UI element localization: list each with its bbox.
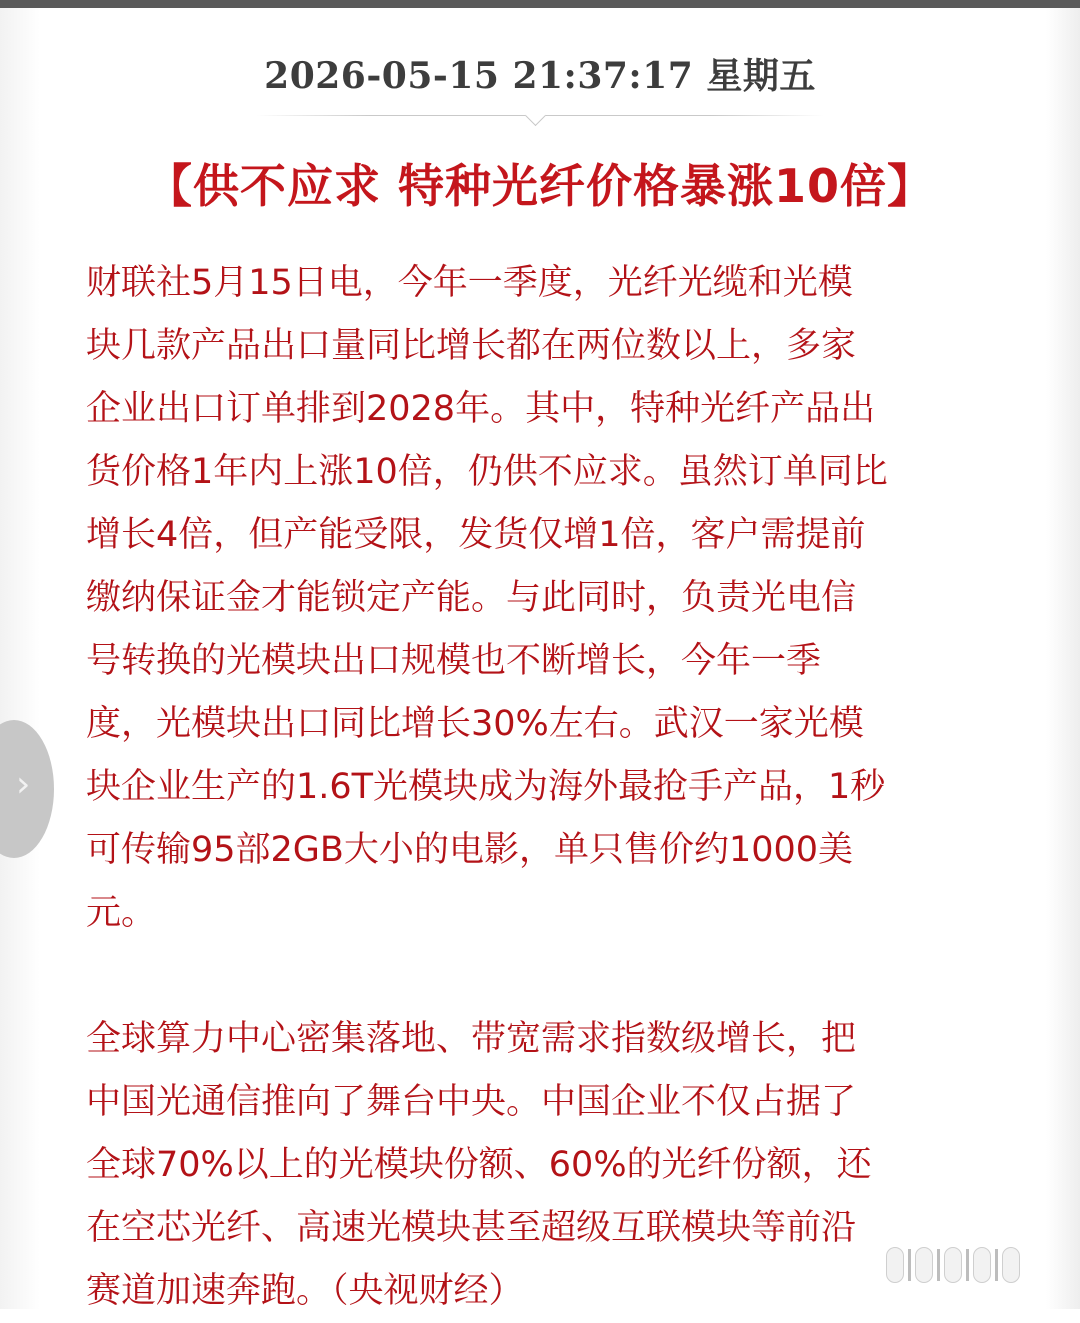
top-bar <box>0 0 1080 8</box>
paragraph-1-line: 度，光模块出口同比增长30%左右。武汉一家光模 <box>86 704 864 744</box>
paragraph-1-line: 增长4倍，但产能受限，发货仅增1倍，客户需提前 <box>86 515 866 555</box>
paragraph-1-line: 企业出口订单排到2028年。其中，特种光纤产品出 <box>86 389 876 429</box>
chevron-right-icon[interactable]: › <box>16 764 31 805</box>
watermark-mark <box>944 1247 962 1283</box>
watermark-logo <box>886 1244 1058 1286</box>
paragraph-1-line: 财联社5月15日电，今年一季度，光纤光缆和光模 <box>86 263 853 303</box>
watermark-stroke <box>995 1249 998 1281</box>
paragraph-1-line: 可传输95部2GB大小的电影，单只售价约1000美 <box>86 830 854 870</box>
paragraph-gap <box>86 945 991 1008</box>
paragraph-2-line: 全球70%以上的光模块份额、60%的光纤份额，还 <box>86 1145 872 1185</box>
paragraph-1-line: 块企业生产的1.6T光模块成为海外最抢手产品，1秒 <box>86 767 886 807</box>
paragraph-2-line: 中国光通信推向了舞台中央。中国企业不仅占据了 <box>86 1082 857 1122</box>
watermark-stroke <box>908 1249 911 1281</box>
paragraph-1-line: 元。 <box>86 893 157 933</box>
paragraph-1-line: 缴纳保证金才能锁定产能。与此同时，负责光电信 <box>86 578 857 618</box>
timestamp: 2026-05-15 21:37:17 星期五 <box>264 55 816 97</box>
watermark-mark <box>915 1247 933 1283</box>
watermark-stroke <box>966 1249 969 1281</box>
paragraph-2-line: 赛道加速奔跑。（央视财经） <box>86 1271 524 1311</box>
paragraph-1-line: 货价格1年内上涨10倍，仍供不应求。虽然订单同比 <box>86 452 888 492</box>
paragraph-2-line: 全球算力中心密集落地、带宽需求指数级增长，把 <box>86 1019 857 1059</box>
article-headline: 【供不应求 特种光纤价格暴涨10倍】 <box>145 159 935 213</box>
article-body <box>86 252 991 1323</box>
watermark-mark <box>973 1247 991 1283</box>
timestamp-divider-notch <box>525 105 546 126</box>
watermark-mark <box>886 1247 904 1283</box>
paragraph-2-line: 在空芯光纤、高速光模块甚至超级互联模块等前沿 <box>86 1208 857 1248</box>
paragraph-1-line: 号转换的光模块出口规模也不断增长，今年一季 <box>86 641 822 681</box>
paragraph-1-line: 块几款产品出口量同比增长都在两位数以上，多家 <box>86 326 857 366</box>
watermark-stroke <box>937 1249 940 1281</box>
watermark-mark <box>1002 1247 1020 1283</box>
